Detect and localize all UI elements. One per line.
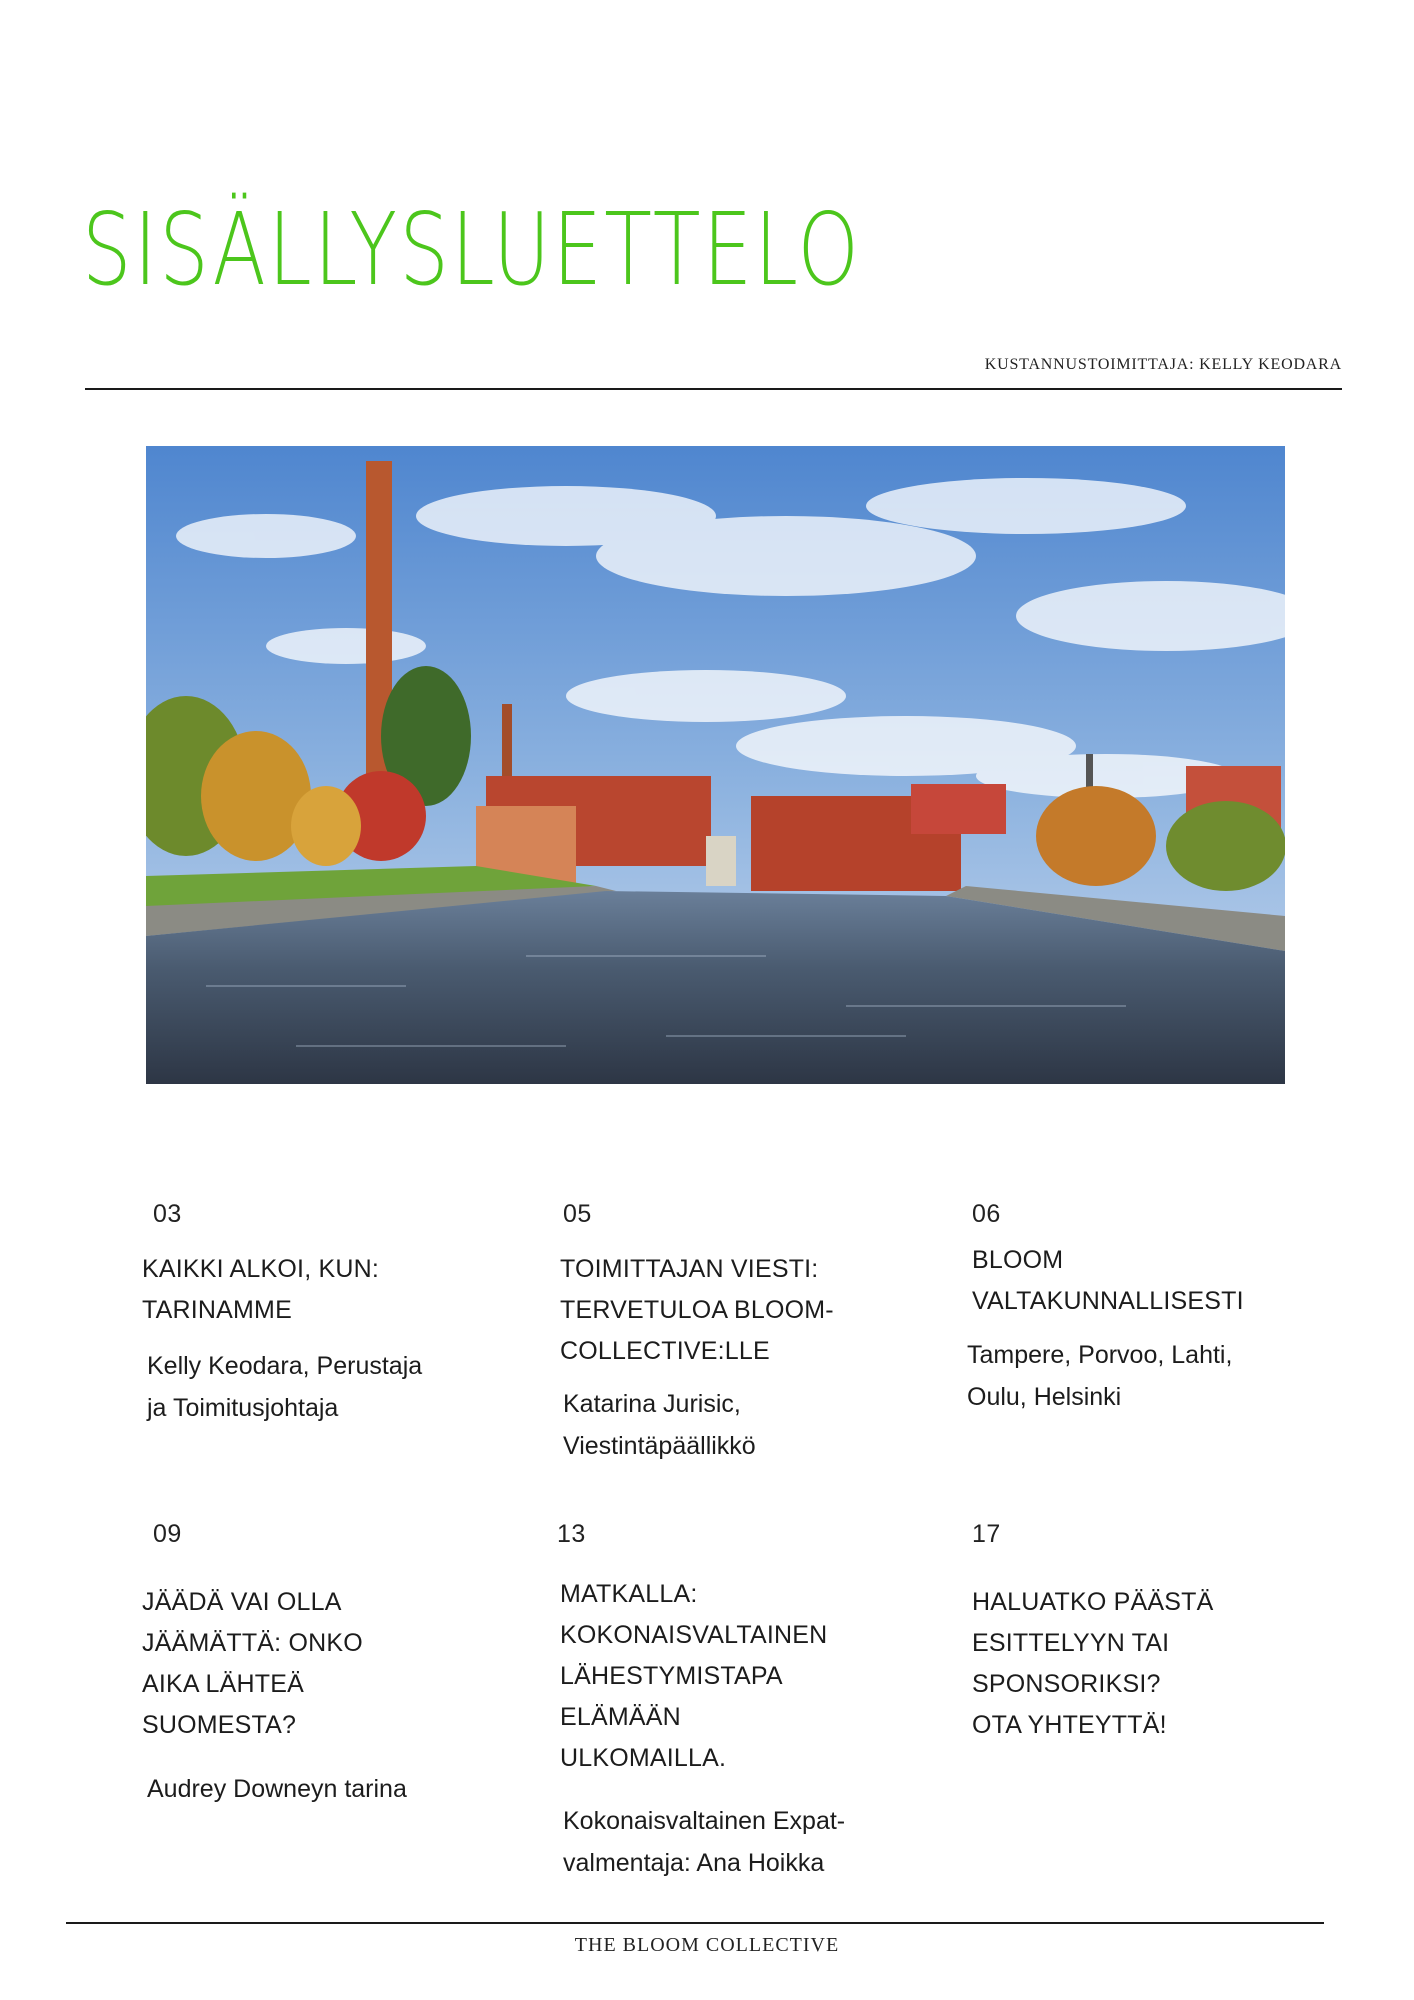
page-title: SISÄLLYSLUETTELO <box>82 191 862 308</box>
entry-heading: BLOOM VALTAKUNNALLISESTI <box>972 1246 1244 1315</box>
entry-byline: Audrey Downeyn tarina <box>147 1775 407 1803</box>
entry-heading: JÄÄDÄ VAI OLLA JÄÄMÄTTÄ: ONKO AIKA LÄHTEÄ SUOMESTA? <box>142 1588 363 1739</box>
entry-page-number: 03 <box>153 1200 182 1228</box>
entry-byline: Kelly Keodara, Perustaja ja Toimitusjohtaja <box>147 1352 423 1422</box>
entry-page-number: 17 <box>972 1520 1001 1548</box>
bottom-divider <box>66 1922 1324 1924</box>
entry-heading: KAIKKI ALKOI, KUN: TARINAMME <box>142 1255 380 1324</box>
entry-page-number: 05 <box>563 1200 592 1228</box>
entry-page-number: 09 <box>153 1520 182 1548</box>
entry-heading: MATKALLA: KOKONAISVALTAINEN LÄHESTYMISTAPA ELÄMÄÄN ULKOMAILLA. <box>560 1580 828 1772</box>
entry-page-number: 06 <box>972 1200 1001 1228</box>
hero-photo <box>146 446 1285 1084</box>
entry-byline: Kokonaisvaltainen Expat- valmentaja: Ana Hoikka <box>563 1807 846 1877</box>
entry-byline: Tampere, Porvoo, Lahti, Oulu, Helsinki <box>967 1341 1233 1411</box>
top-divider <box>85 388 1342 390</box>
entry-heading: HALUATKO PÄÄSTÄ ESITTELYYN TAI SPONSORIKSI? OTA YHTEYTTÄ! <box>972 1588 1214 1739</box>
entry-page-number: 13 <box>557 1520 586 1548</box>
entry-byline: Katarina Jurisic, Viestintäpäällikkö <box>563 1390 756 1460</box>
footer-brand: THE BLOOM COLLECTIVE <box>574 1934 840 1956</box>
entry-heading: TOIMITTAJAN VIESTI: TERVETULOA BLOOM- COLLECTIVE:LLE <box>560 1255 834 1365</box>
editor-credit: KUSTANNUSTOIMITTAJA: KELLY KEODARA <box>984 356 1342 373</box>
river-factory-illustration <box>146 446 1285 1084</box>
